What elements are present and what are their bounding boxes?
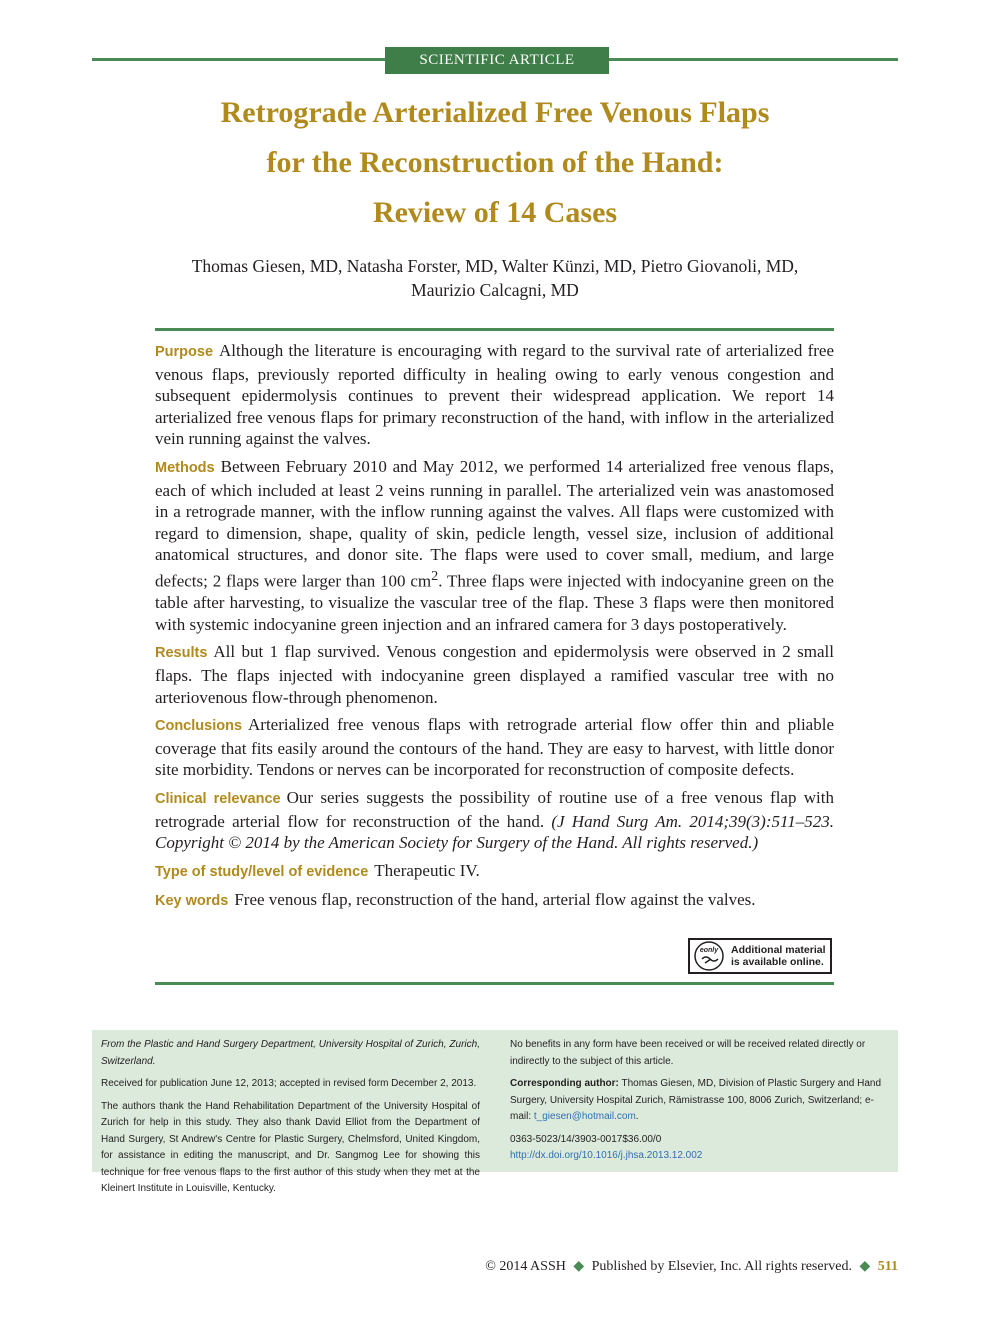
acknowledgment: The authors thank the Hand Rehabilitation Department of the University Hospital of Zurich for help in this study. They also thank David Elliot from the Department of Hand Surgery, St Andrew's Centre for Plastic Surgery, Chelmsford, United Kingdom, for assistance in editing the manuscript, and Dr. Sangmog Lee for showing this technique for free venous flaps to the first author of this study when they met at the Kleinert Institute in Louisville, Kentucky. bbox=[101, 1100, 480, 1194]
citation: (J Hand Surg Am. 2014;39(3):511–523. Copyright © 2014 by the American Society for Surgery of the Hand. All rights reserved.) bbox=[155, 811, 834, 853]
purpose-text: Although the literature is encouraging with regard to the survival rate of arterialized free venous flaps, previously reported difficulty in healing owing to early venous congestion and subsequent epidermolysis continues to prevent their widespread application. We report 14 arterialized free venous flaps for primary reconstruction of the hand, with inflow in the arterialized vein running against the valves. bbox=[155, 341, 834, 449]
keywords-text: Free venous flap, reconstruction of the hand, arterial flow against the valves. bbox=[234, 890, 756, 910]
doi-link[interactable]: http://dx.doi.org/10.1016/j.jhsa.2013.12.002 bbox=[510, 1149, 703, 1161]
conclusions-text: Arterialized free venous flaps with retrograde arterial flow offer thin and pliable coverage that fits easily around the contours of the hand. They are easy to harvest, with little donor site morbidity. Tendons or nerves can be incorporated for reconstruction of composite defects. bbox=[155, 715, 834, 780]
affiliation: From the Plastic and Hand Surgery Department, University Hospital of Zurich, Zurich, Switzerland. bbox=[101, 1039, 480, 1067]
eonly-icon bbox=[693, 940, 725, 972]
abstract-purpose bbox=[155, 340, 834, 450]
results-label: Results bbox=[155, 645, 208, 662]
study-type-label: Type of study/level of evidence bbox=[155, 863, 369, 880]
received-dates: Received for publication June 12, 2013; accepted in revised form December 2, 2013. bbox=[101, 1078, 477, 1089]
eonly-icon-text: eonly bbox=[699, 947, 719, 954]
abstract-methods bbox=[155, 456, 834, 635]
abstract-results bbox=[155, 641, 834, 708]
results-text: All but 1 flap survived. Venous congestion and epidermolysis were observed in 2 small flaps. The flaps injected with indocyanine green displayed a ramified vascular tree with no arteriovenous flow-through phenomenon. bbox=[155, 642, 834, 707]
page-number: 511 bbox=[877, 1259, 898, 1274]
diamond-icon: ◆ bbox=[573, 1259, 585, 1274]
author-list bbox=[150, 254, 840, 302]
purpose-label: Purpose bbox=[155, 344, 214, 360]
copyright-assh: © 2014 ASSH bbox=[485, 1259, 566, 1274]
methods-label: Methods bbox=[155, 459, 215, 476]
copyright-publisher: Published by Elsevier, Inc. All rights reserved. bbox=[591, 1259, 852, 1274]
title-line-1: Retrograde Arterialized Free Venous Flaps bbox=[220, 96, 770, 129]
article-title bbox=[120, 88, 870, 238]
issn: 0363-5023/14/3903-0017$36.00/0 bbox=[510, 1133, 662, 1145]
email-link[interactable]: t_giesen@hotmail.com bbox=[533, 1111, 636, 1122]
abstract-study-type bbox=[155, 860, 834, 884]
corresponding-author: Corresponding author: Thomas Giesen, MD, Division of Plastic Surgery and Hand Surgery, University Hospital Zurich, Rämistrasse 100, 8006 Zurich, Switzerland; e-mail: t_giesen@hotmail.com. bbox=[510, 1078, 882, 1122]
abstract-clinical-relevance bbox=[155, 787, 834, 854]
benefits-statement: No benefits in any form have been received or will be received related directly or indirectly to the subject of this article. bbox=[510, 1039, 866, 1067]
methods-text-a: Between February 2010 and May 2012, we performed 14 arterialized free venous flaps, each of which included at least 2 veins running in parallel. The arterialized vein was anastomosed in a retrograde manner, with the inflow running against the valves. All flaps were customized with regard to dimension, shape, quality of skin, pedicle length, vessel size, inclusion of additional anatomical structures, and donor site. The flaps were used to cover small, medium, and large defects; 2 flaps were larger than 100 cm bbox=[155, 456, 834, 591]
abstract-top-rule bbox=[155, 328, 834, 331]
authors-line-1: Thomas Giesen, MD, Natasha Forster, MD, Walter Künzi, MD, Pietro Giovanoli, MD, bbox=[191, 256, 799, 276]
online-material-badge[interactable] bbox=[688, 938, 832, 974]
diamond-icon: ◆ bbox=[859, 1259, 871, 1274]
methods-text-b: . Three flaps were injected with indocyanine green on the table after harvesting, to visualize the vascular tree of the flap. These 3 flaps were then monitored with systemic indocyanine green injection and an infrared camera for 3 days postoperatively. bbox=[155, 571, 834, 634]
study-type-text: Therapeutic IV. bbox=[374, 860, 480, 880]
abstract-bottom-rule bbox=[155, 982, 834, 985]
corresponding-author-label: Corresponding author: bbox=[510, 1078, 619, 1089]
authors-line-2: Maurizio Calcagni, MD bbox=[411, 280, 579, 300]
clinical-relevance-text: Our series suggests the possibility of routine use of a free venous flap with retrograde arterial flow for reconstruction of the hand. bbox=[155, 787, 834, 831]
title-line-3: Review of 14 Cases bbox=[372, 196, 618, 229]
online-material-line-2: is available online. bbox=[731, 956, 824, 968]
abstract-conclusions bbox=[155, 714, 834, 781]
clinical-relevance-label: Clinical relevance bbox=[155, 790, 281, 807]
section-label: SCIENTIFIC ARTICLE bbox=[385, 47, 609, 74]
corresponding-author-text: Thomas Giesen, MD, Division of Plastic Surgery and Hand Surgery, University Hospital Zurich, Rämistrasse 100, 8006 Zurich, Switzerland; e-mail: bbox=[510, 1078, 882, 1122]
footnote-right-column bbox=[510, 1037, 888, 1170]
title-line-2: for the Reconstruction of the Hand: bbox=[266, 146, 724, 179]
conclusions-label: Conclusions bbox=[155, 718, 243, 735]
methods-superscript: 2 bbox=[431, 567, 439, 584]
abstract-keywords bbox=[155, 889, 834, 913]
copyright-line bbox=[485, 1258, 898, 1275]
keywords-label: Key words bbox=[155, 893, 229, 910]
abstract bbox=[155, 340, 834, 919]
footnote-left-column bbox=[101, 1037, 480, 1204]
online-material-text bbox=[731, 944, 826, 968]
online-material-line-1: Additional material bbox=[731, 944, 826, 956]
identifiers bbox=[510, 1132, 888, 1164]
